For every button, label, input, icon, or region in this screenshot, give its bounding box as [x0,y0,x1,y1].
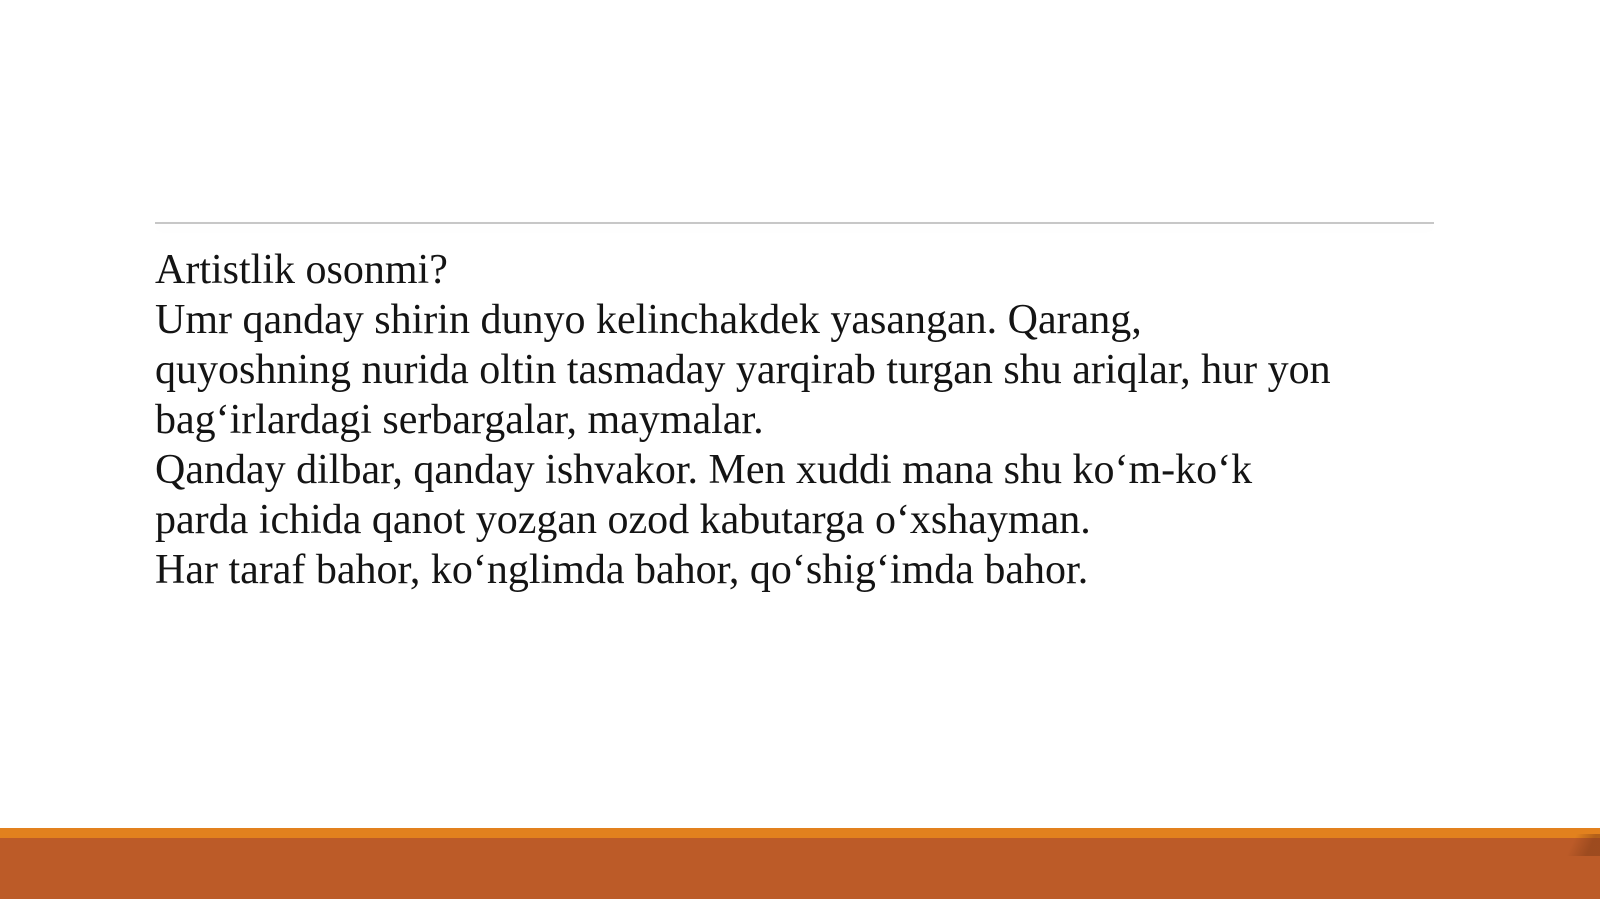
title-placeholder-rule [155,222,1434,224]
footer-main-bar [0,838,1600,899]
footer-bar [0,828,1600,899]
poem-line: Qanday dilbar, qanday ishvakor. Men xuddi mana shu ko‘m-ko‘k [155,447,1253,493]
poem-line: Har taraf bahor, ko‘nglimda bahor, qo‘shig‘imda bahor. [155,547,1089,593]
body-text-block [155,245,1455,595]
poem-line: quyoshning nurida oltin tasmaday yarqirab turgan shu ariqlar, hur yon [155,347,1331,393]
poem-line: Artistlik osonmi? [155,247,448,293]
footer-accent-stripe [0,828,1600,838]
poem-line: parda ichida qanot yozgan ozod kabutarga o‘xshayman. [155,497,1091,543]
poem-line: bag‘irlardagi serbargalar, maymalar. [155,397,764,443]
poem-line: Umr qanday shirin dunyo kelinchakdek yasangan. Qarang, [155,297,1142,343]
